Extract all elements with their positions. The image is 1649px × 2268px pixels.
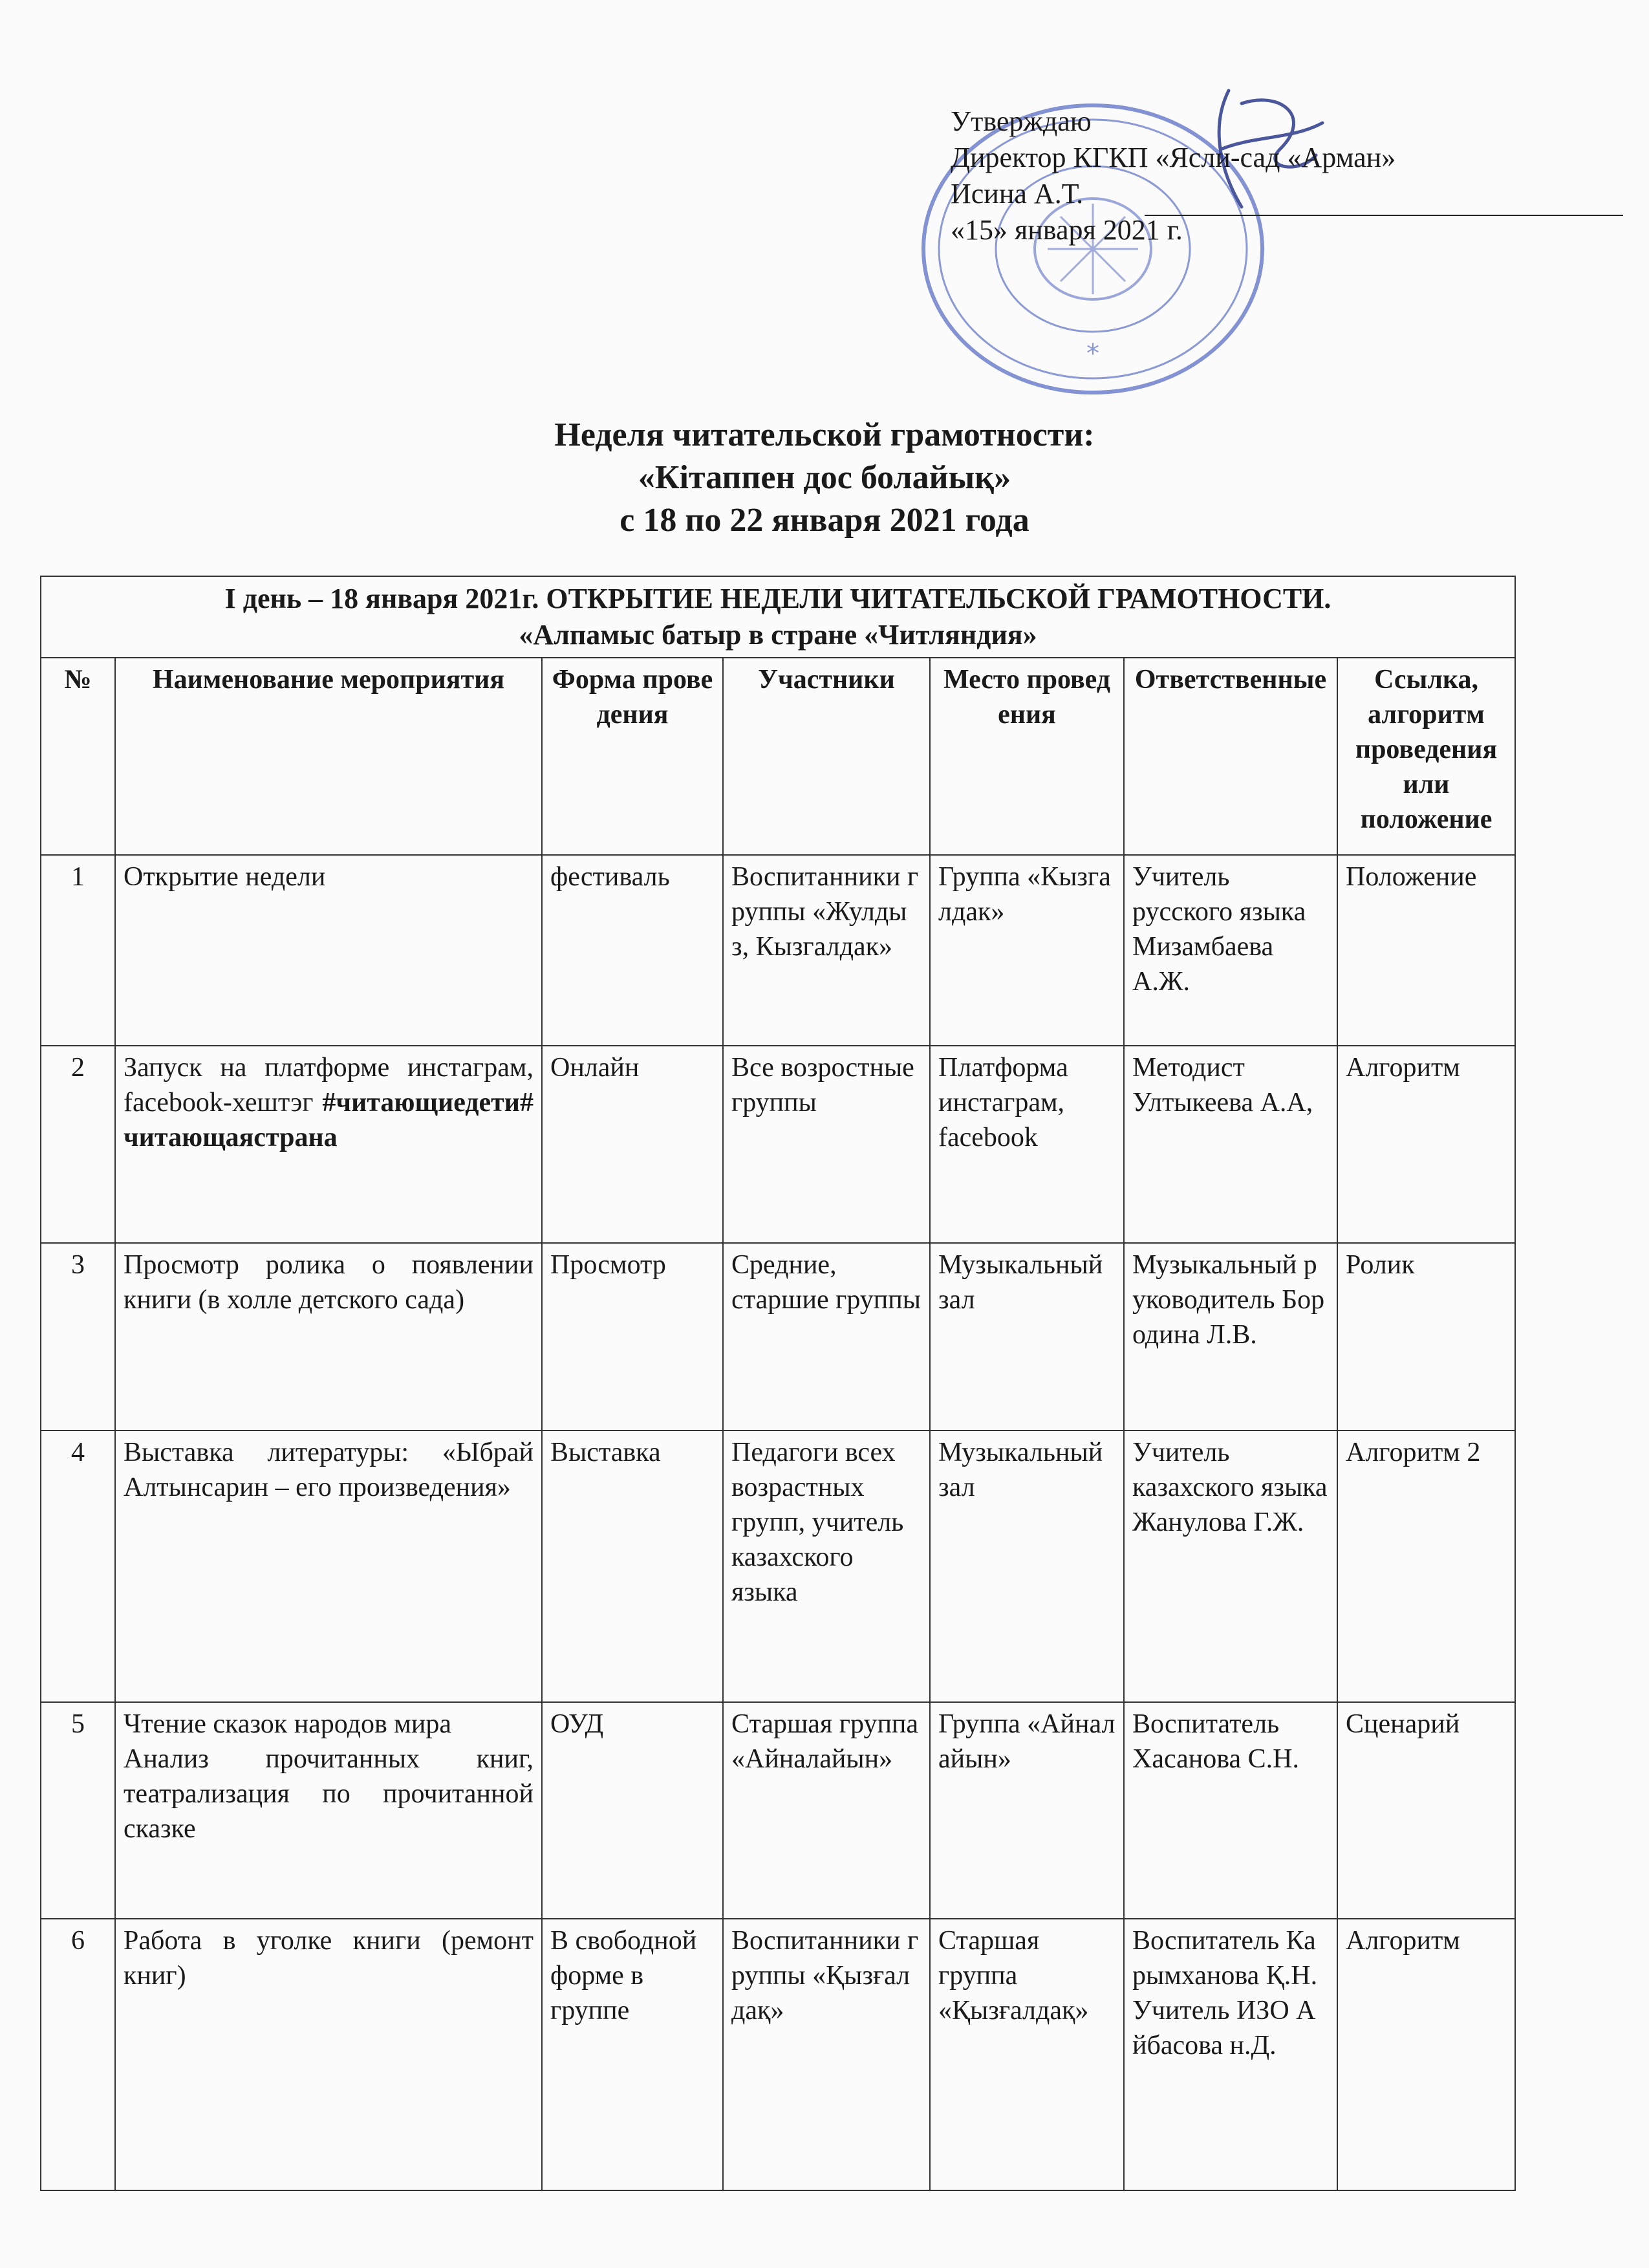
- row-name: Работа в уголке книги (ремонт книг): [115, 1919, 542, 2190]
- row-name-cell: [115, 1046, 542, 1243]
- row-responsible: Музыкальный руководитель Бородина Л.В.: [1124, 1243, 1337, 1431]
- row-responsible: Методист Ултыкеева А.А,: [1124, 1046, 1337, 1243]
- row-num: 4: [41, 1431, 115, 1702]
- row-num: 3: [41, 1243, 115, 1431]
- approval-name: Исина А.Т.: [951, 178, 1084, 210]
- row-name: Чтение сказок народов мира: [124, 1709, 451, 1739]
- table-row: [41, 1243, 1515, 1431]
- row-num: 6: [41, 1919, 115, 2190]
- row-responsible: Воспитатель Карымханова Қ.Н.: [1132, 1926, 1318, 1991]
- header-place: Место проведения: [930, 658, 1124, 855]
- row-place: Группа «Кызгалдак»: [930, 855, 1124, 1046]
- table-header-row: [41, 658, 1515, 855]
- row-link: Положение: [1337, 855, 1515, 1046]
- title-line-2: «Кітаппен дос болайық»: [638, 459, 1011, 496]
- row-link: Алгоритм: [1337, 1046, 1515, 1243]
- row-participants: Воспитанники группы «Жулдыз, Кызгалдак»: [723, 855, 930, 1046]
- row-form: Онлайн: [542, 1046, 723, 1243]
- row-participants: Все возростные группы: [723, 1046, 930, 1243]
- row-name: Выставка литературы: «Ыбрай Алтынсарин – его произведения»: [115, 1431, 542, 1702]
- row-participants: Педагоги всех возрастных групп, учитель казахского языка: [723, 1431, 930, 1702]
- header-participants: Участники: [723, 658, 930, 855]
- row-place: Группа «Айналайын»: [930, 1702, 1124, 1919]
- day-heading: [41, 576, 1515, 658]
- row-num: 5: [41, 1702, 115, 1919]
- row-form: Выставка: [542, 1431, 723, 1702]
- row-place: Музыкальный зал: [930, 1243, 1124, 1431]
- table-row: [41, 1702, 1515, 1919]
- row-name: Запуск на платформе инстаграм, facebook-хештэг: [124, 1053, 534, 1118]
- row-name-cell: [115, 1702, 542, 1919]
- day-heading-line-1: I день – 18 января 2021г. ОТКРЫТИЕ НЕДЕЛИ ЧИТАТЕЛЬСКОЙ ГРАМОТНОСТИ.: [224, 583, 1331, 614]
- table-row: [41, 855, 1515, 1046]
- row-form: ОУД: [542, 1702, 723, 1919]
- row-num: 2: [41, 1046, 115, 1243]
- row-participants: Воспитанники группы «Қызғалдақ»: [723, 1919, 930, 2190]
- row-responsible: Учитель русского языка Мизамбаева А.Ж.: [1124, 855, 1337, 1046]
- row-place: Платформа инстаграм, facebook: [930, 1046, 1124, 1243]
- table-row: [41, 1431, 1515, 1702]
- title-line-3: с 18 по 22 января 2021 года: [620, 502, 1029, 539]
- signature-line: [1145, 215, 1623, 216]
- row-participants: Старшая группа «Айналайын»: [723, 1702, 930, 1919]
- approval-director: Директор КГКП «Ясли-сад «Арман»: [951, 142, 1396, 173]
- header-num: №: [41, 658, 115, 855]
- row-form: фестиваль: [542, 855, 723, 1046]
- approval-date: «15» января 2021 г.: [951, 214, 1183, 246]
- event-plan-table: [40, 576, 1516, 2191]
- row-form: Просмотр: [542, 1243, 723, 1431]
- day-heading-row: [41, 576, 1515, 658]
- approval-block: [951, 103, 1396, 248]
- day-heading-line-2: «Алпамыс батыр в стране «Читляндия»: [519, 619, 1037, 651]
- header-name: Наименование мероприятия: [115, 658, 542, 855]
- row-responsible-line-2: Учитель ИЗО Айбасова н.Д.: [1132, 1996, 1316, 2060]
- row-name-line-2: Анализ прочитанных книг, театрализация по прочитанной сказке: [124, 1744, 534, 1844]
- row-place: Музыкальный зал: [930, 1431, 1124, 1702]
- row-responsible-cell: [1124, 1919, 1337, 2190]
- row-link: Сценарий: [1337, 1702, 1515, 1919]
- row-link: Ролик: [1337, 1243, 1515, 1431]
- row-responsible: Учитель казахского языка Жанулова Г.Ж.: [1124, 1431, 1337, 1702]
- title-line-1: Неделя читательской грамотности:: [554, 416, 1095, 453]
- table-row: [41, 1919, 1515, 2190]
- header-link: Ссылка, алгоритм проведения или положение: [1337, 658, 1515, 855]
- row-name: Открытие недели: [115, 855, 542, 1046]
- row-responsible: Воспитатель Хасанова С.Н.: [1124, 1702, 1337, 1919]
- row-link: Алгоритм: [1337, 1919, 1515, 2190]
- document-title: [0, 414, 1649, 542]
- header-responsible: Ответственные: [1124, 658, 1337, 855]
- table-row: [41, 1046, 1515, 1243]
- row-form: В свободной форме в группе: [542, 1919, 723, 2190]
- row-num: 1: [41, 855, 115, 1046]
- row-name: Просмотр ролика о появлении книги (в холле детского сада): [115, 1243, 542, 1431]
- row-link: Алгоритм 2: [1337, 1431, 1515, 1702]
- row-participants: Средние, старшие группы: [723, 1243, 930, 1431]
- row-name-hashtag: #читающиедети#читающаястрана: [124, 1088, 534, 1152]
- svg-text:*: *: [1086, 339, 1099, 369]
- row-place: Старшая группа «Қызғалдақ»: [930, 1919, 1124, 2190]
- header-form: Форма проведения: [542, 658, 723, 855]
- approval-heading: Утверждаю: [951, 105, 1092, 137]
